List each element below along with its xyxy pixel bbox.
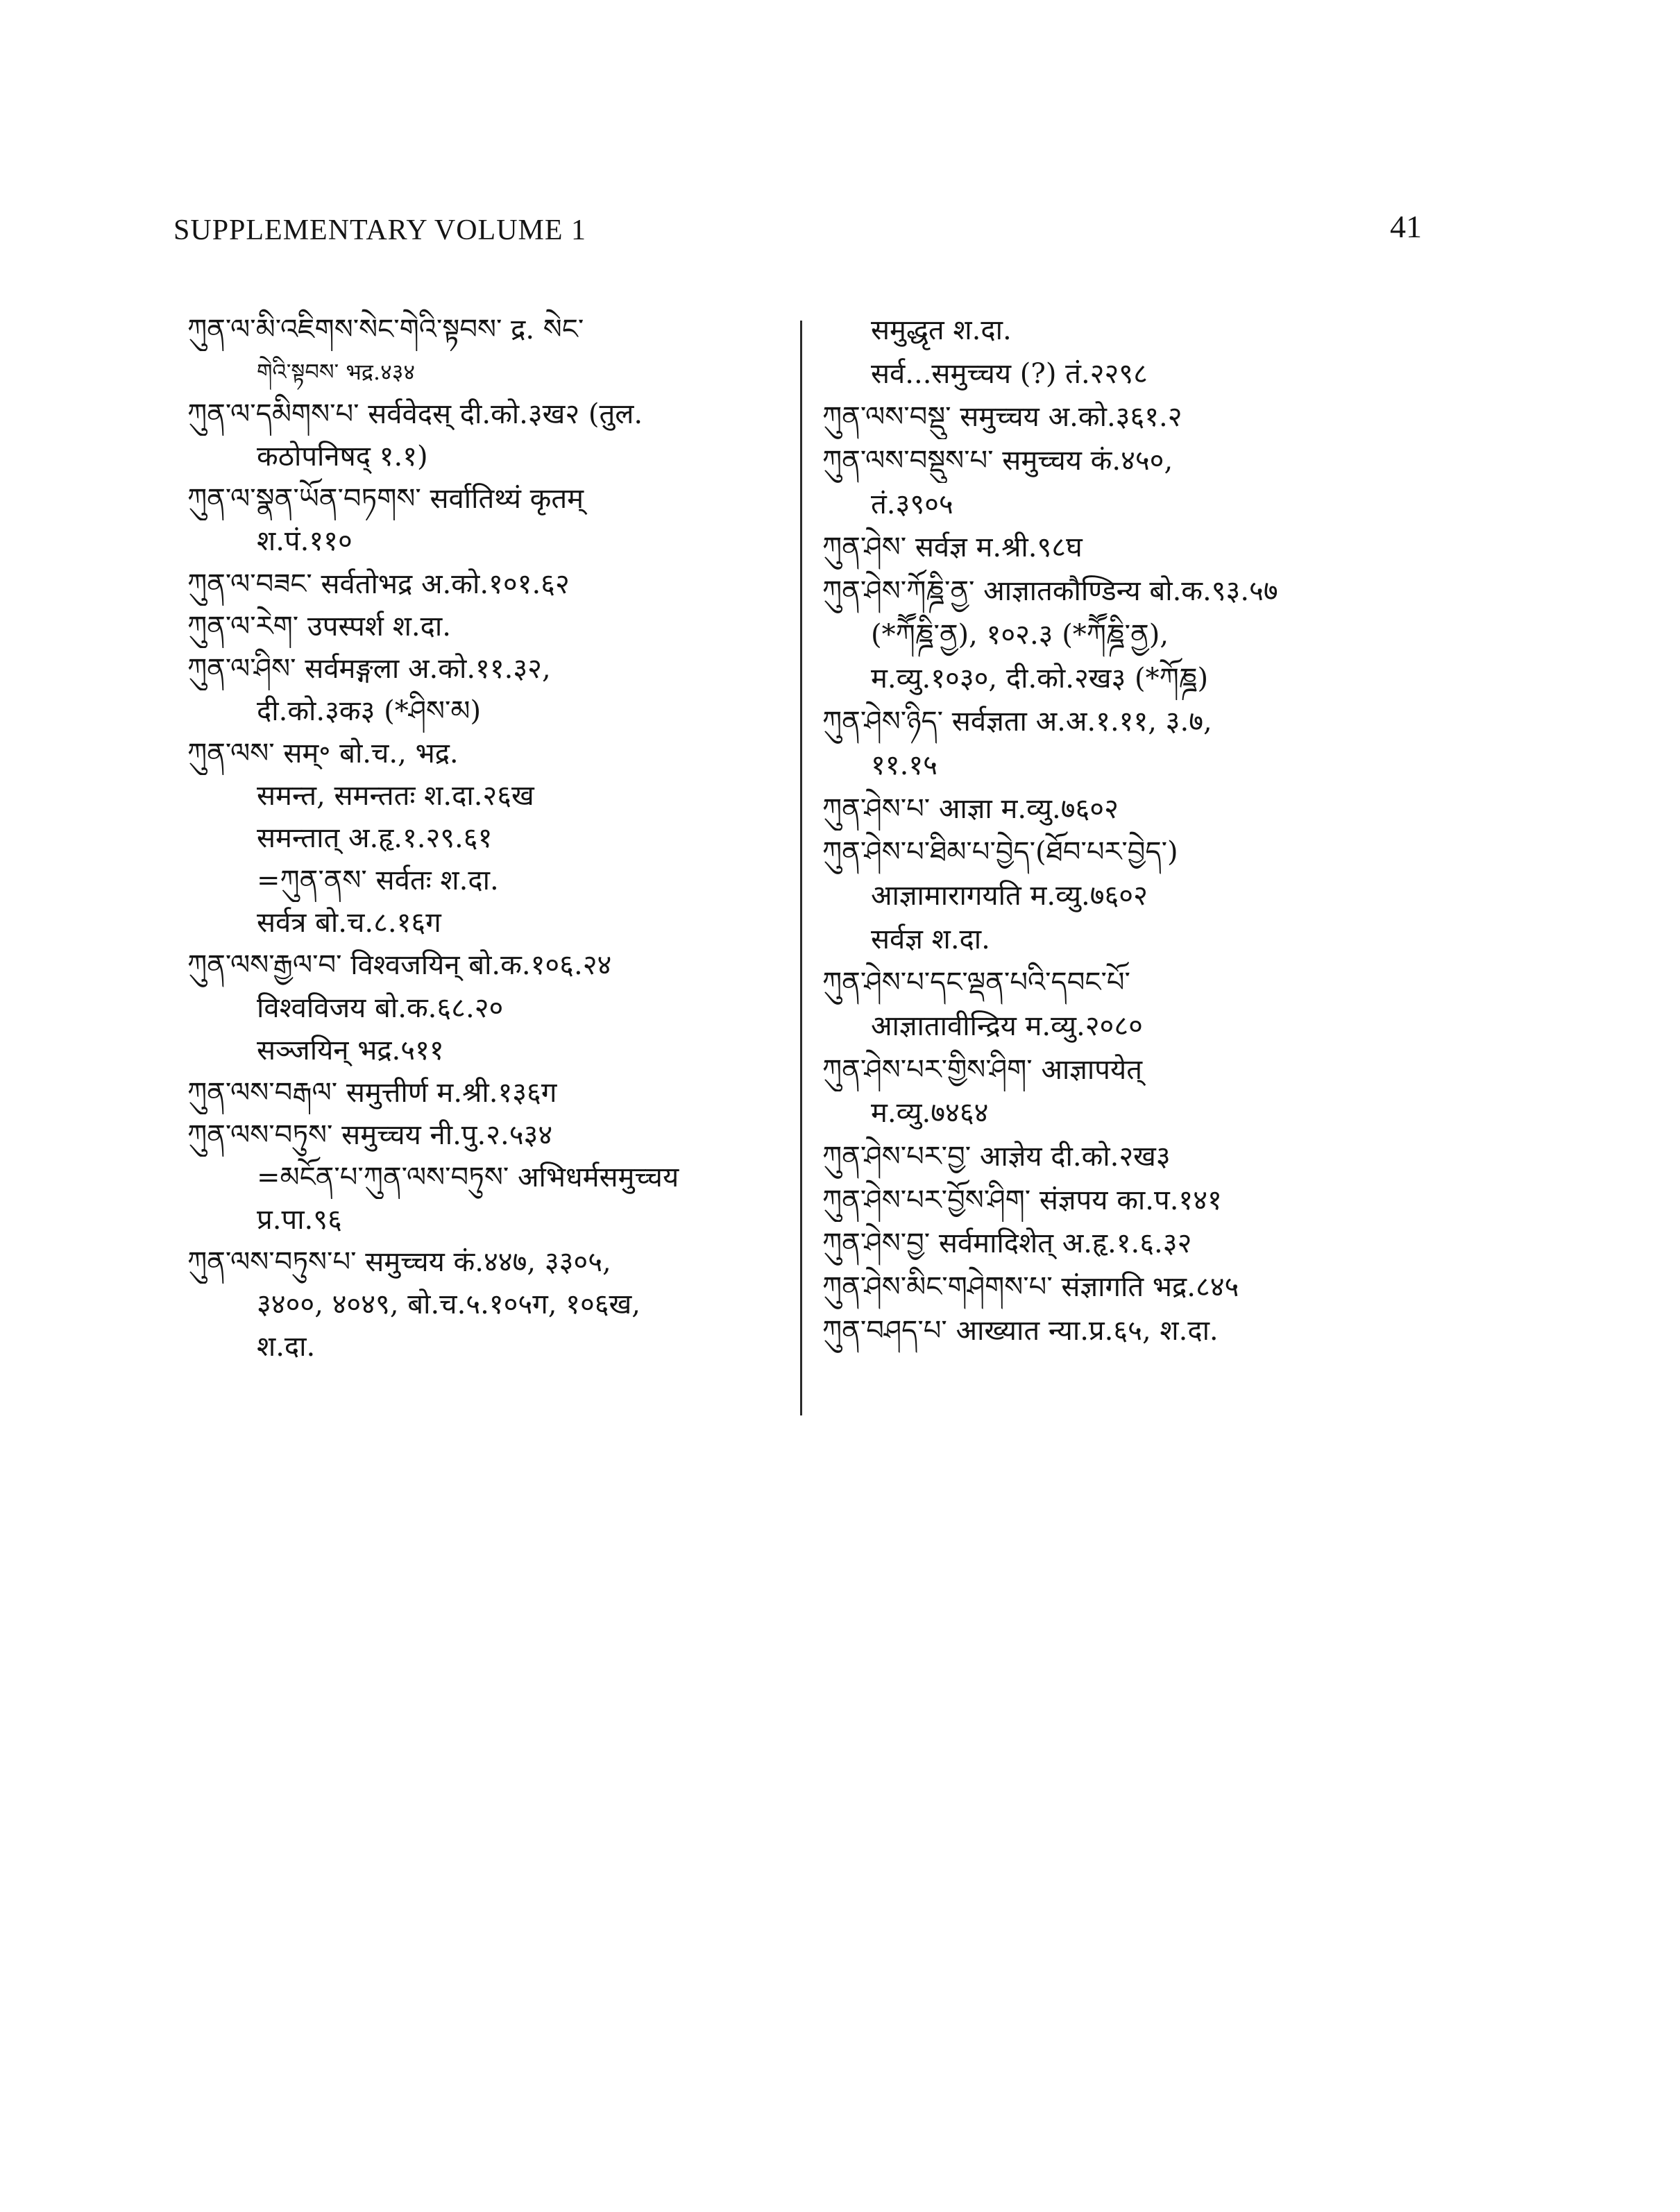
dictionary-line: ཀུན་ལ་དམིགས་པ་ सर्ववेदस् दी.को.३ख२ (तुल.	[187, 398, 643, 431]
dictionary-line: གེའི་སྟབས་ भद्र.४३४	[257, 359, 415, 386]
dictionary-line: ཀུན་ལ་རེག་ उपस्पर्श श.दा.	[187, 610, 451, 643]
dictionary-line: ११.१५	[871, 749, 937, 781]
dictionary-line: ཀུན་ལས་ सम्॰ बो.च., भद्र.	[187, 737, 459, 769]
dictionary-line: सर्व...समुच्चय (?) तं.२२९८	[871, 357, 1148, 390]
dictionary-line: श.पं.११०	[257, 525, 353, 558]
dictionary-line: =ཀུན་ནས་ सर्वतः श.दा.	[257, 865, 499, 897]
dictionary-line: ཀུན་ལས་བསྡུས་པ་ समुच्चय कं.४५०,	[822, 445, 1173, 477]
dictionary-line: ཀུན་ཤེས་པ་དང་ལྡན་པའི་དབང་པོ་	[822, 967, 1130, 999]
dictionary-line: ཀུན་ལས་བཏུས་པ་ समुच्चय कं.४४७, ३३०५,	[187, 1246, 611, 1279]
dictionary-line: ཀུན་ལས་བསྡུ་ समुच्चय अ.को.३६१.२	[822, 401, 1182, 434]
dictionary-line: ཀུན་ལ་མི་འཇིགས་སེང་གེའི་སྟབས་ द्र. སེང་	[187, 314, 584, 346]
dictionary-line: ཀུན་ལས་བཏུས་ समुच्चय नी.पु.२.५३४	[187, 1118, 553, 1151]
dictionary-line: म.व्यु.७४६४	[871, 1097, 989, 1130]
running-head: SUPPLEMENTARY VOLUME 1	[173, 214, 587, 246]
dictionary-line: ཀུན་ཤེས་པར་བྱོས་ཤིག་ संज्ञपय का.प.१४१	[822, 1184, 1222, 1216]
dictionary-line: ཀུན་ལ་སྣན་ཡོན་བཏགས་ सर्वातिथ्यं कृतम्	[187, 483, 584, 516]
dictionary-line: ३४००, ४०४९, बो.च.५.१०५ग, १०६ख,	[257, 1288, 640, 1321]
right-column	[822, 309, 1419, 1353]
dictionary-line: ཀུན་ལས་བརྒལ་ समुत्तीर्ण म.श्री.१३६ग	[187, 1076, 557, 1109]
column-divider	[800, 321, 802, 1415]
page-number: 41	[1390, 209, 1422, 244]
dictionary-line: समन्तात् अ.हृ.१.२९.६१	[257, 822, 493, 855]
dictionary-line: ཀུན་ཤེས་པར་གྱིས་ཤིག་ आज्ञापयेत्	[822, 1053, 1142, 1086]
dictionary-line: प्र.पा.९६	[257, 1203, 342, 1236]
dictionary-line: सञ्जयिन् भद्र.५११	[257, 1034, 444, 1066]
dictionary-line: ཀུན་ལ་བཟང་ सर्वतोभद्र अ.को.१०१.६२	[187, 568, 570, 600]
dictionary-line: ཀུན་ལས་རྒྱལ་བ་ विश्वजयिन् बो.क.१०६.२४	[187, 949, 612, 982]
dictionary-line: आज्ञातावीन्द्रिय म.व्यु.२०८०	[871, 1010, 1143, 1042]
left-column	[187, 309, 798, 1368]
dictionary-line: ཀུན་བཤད་པ་ आख्यात न्या.प्र.६५, श.दा.	[822, 1314, 1219, 1347]
dictionary-line: ཀུན་ཤེས་པ་ཐིམ་པ་བྱེད་(ཐོབ་པར་བྱེད་)	[822, 836, 1178, 869]
dictionary-line: ཀུན་ཤེས་ཀོཎྜི་ནྱ་ आज्ञातकौण्डिन्य बो.क.९३.५७	[822, 575, 1278, 608]
dictionary-line: =མངོན་པ་ཀུན་ལས་བཏུས་ अभिधर्मसमुच्चय	[257, 1161, 679, 1193]
dictionary-line: ཀུན་ཤེས་མིང་གཤེགས་པ་ संज्ञागति भद्र.८४५	[822, 1271, 1239, 1304]
dictionary-line: श.दा.	[257, 1331, 316, 1363]
dictionary-line: आज्ञामारागयति म.व्यु.७६०२	[871, 879, 1148, 912]
dictionary-line: दी.को.३क३ (*ཤིས་མ)	[257, 695, 482, 727]
dictionary-line: ཀུན་ཤེས་ཉིད་ सर्वज्ञता अ.अ.१.११, ३.७,	[822, 706, 1212, 738]
dictionary-line: सर्वज्ञ श.दा.	[871, 923, 990, 955]
dictionary-line: विश्वविजय बो.क.६८.२०	[257, 992, 504, 1024]
dictionary-line: समन्त, समन्ततः श.दा.२६ख	[257, 780, 534, 813]
dictionary-line: ཀུན་ཤེས་བྱ་ सर्वमादिशेत् अ.हृ.१.६.३२	[822, 1227, 1192, 1260]
dictionary-line: ཀུན་ལ་ཤིས་ सर्वमङ्गला अ.को.११.३२,	[187, 652, 551, 685]
dictionary-line: समुद्धृत श.दा.	[871, 314, 1012, 346]
dictionary-line: सर्वत्र बो.च.८.१६ग	[257, 907, 441, 939]
dictionary-line: तं.३९०५	[871, 488, 953, 520]
dictionary-line: (*ཀཽཎྜི་ནྱ), १०२.३ (*ཀཽཎྜི་ནྱ),	[871, 618, 1169, 651]
dictionary-line: म.व्यु.१०३०, दी.को.२ख३ (*ཀོཎྜ)	[871, 662, 1209, 695]
dictionary-line: ཀུན་ཤེས་པར་བྱ་ आज्ञेय दी.को.२ख३	[822, 1141, 1171, 1173]
dictionary-line: कठोपनिषद् १.१)	[257, 441, 428, 473]
dictionary-line: ཀུན་ཤེས་པ་ आज्ञा म.व्यु.७६०२	[822, 792, 1119, 825]
dictionary-line: ཀུན་ཤེས་ सर्वज्ञ म.श्री.९८घ	[822, 531, 1083, 564]
